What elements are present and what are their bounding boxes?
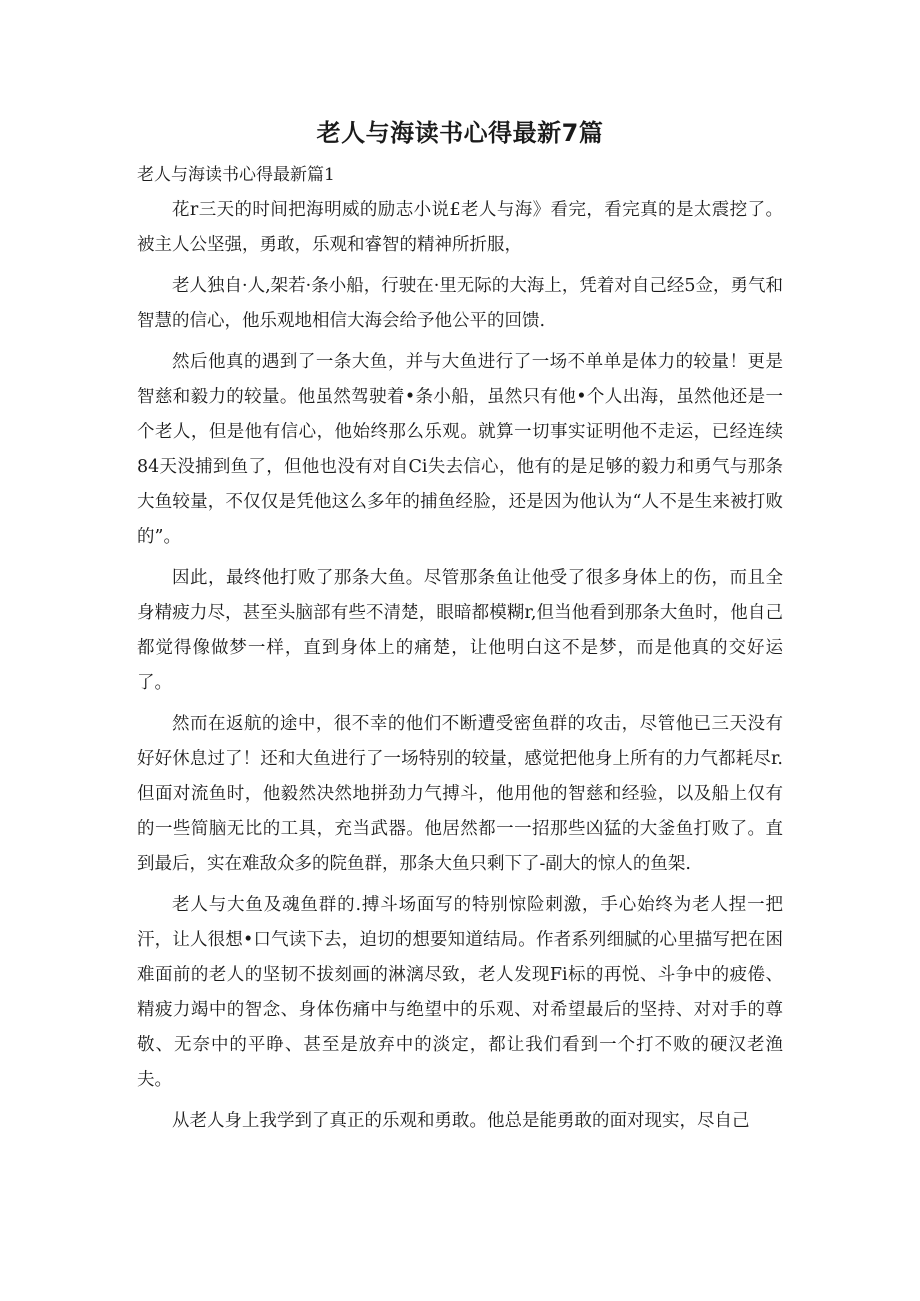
paragraph-6: 老人与大鱼及魂鱼群的.搏斗场面写的特别惊险刺激，手心始终为老人捏一把汗，让人很想•口气读下去，迫切的想要知道结局。作者系列细腻的心里描写把在困难面前的老人的坚韧不拔刻画的淋漓尽致，老人发现Fi标的再悦、斗争中的疲倦、精疲力竭中的智念、身体伤痛中与绝望中的乐观、对希望最后的坚持、对对手的尊敬、无奈中的平睁、甚至是放弃中的淡定，都让我们看到一个打不败的硬汉老渔夫。	[137, 895, 783, 1090]
paragraph-7: 从老人身上我学到了真正的乐观和勇敢。他总是能勇敢的面对现实，尽自己	[172, 1111, 750, 1131]
section-heading: 老人与海读书心得最新篇1	[137, 165, 335, 185]
document-title: 老人与海读书心得最新7篇	[316, 119, 604, 147]
paragraph-2: 老人独自·人,架若·条小船，行驶在·里无际的大海上，凭着对自己经5佥，勇气和智慧的信心，他乐观地相信大海会给予他公平的回馈.	[137, 276, 783, 331]
paragraph-4: 因此，最终他打败了那条大鱼。尽管那条鱼让他受了很多身体上的伤，而且全身精疲力尽，甚至头脑部有些不清楚，眼暗都模糊r,但当他看到那条大鱼时，他自己都觉得像做梦一样，直到身体上的痛楚，让他明白这不是梦，而是他真的交好运了。	[137, 568, 783, 693]
paragraph-5: 然而在返航的途中，很不幸的他们不断遭受密鱼群的攻击，尽管他已三天没有好好休息过了！还和大鱼进行了一场特别的较量，感觉把他身上所有的力气都耗尽r.但面对流鱼时，他毅然决然地拼劲力气搏斗，他用他的智慈和经验，以及船上仅有的一些简脑无比的工具，充当武器。他居然都一一招那些凶猛的大釜鱼打败了。直到最后，实在难敌众多的院鱼群，那条大鱼只剩下了-副大的惊人的鱼架.	[137, 714, 783, 874]
paragraph-3: 然后他真的遇到了一条大鱼，并与大鱼进行了一场不单单是体力的较量！更是智慈和毅力的较量。他虽然驾驶着•条小船，虽然只有他•个人出海，虽然他还是一个老人，但是他有信心，他始终那么乐观。就算一切事实证明他不走运，已经连续84天没捕到鱼了，但他也没有对自Ci失去信心，他有的是足够的毅力和勇气与那条大鱼较量，不仅仅是凭他这么多年的捕鱼经脸，还是因为他认为“人不是生来被打败的”。	[137, 352, 783, 547]
document-body	[137, 193, 783, 1145]
paragraph-1: 花r三天的时间把海明威的励志小说£老人与海》看完，看完真的是太震挖了。被主人公坚强，勇敢，乐观和睿智的精神所折服，	[137, 200, 783, 255]
